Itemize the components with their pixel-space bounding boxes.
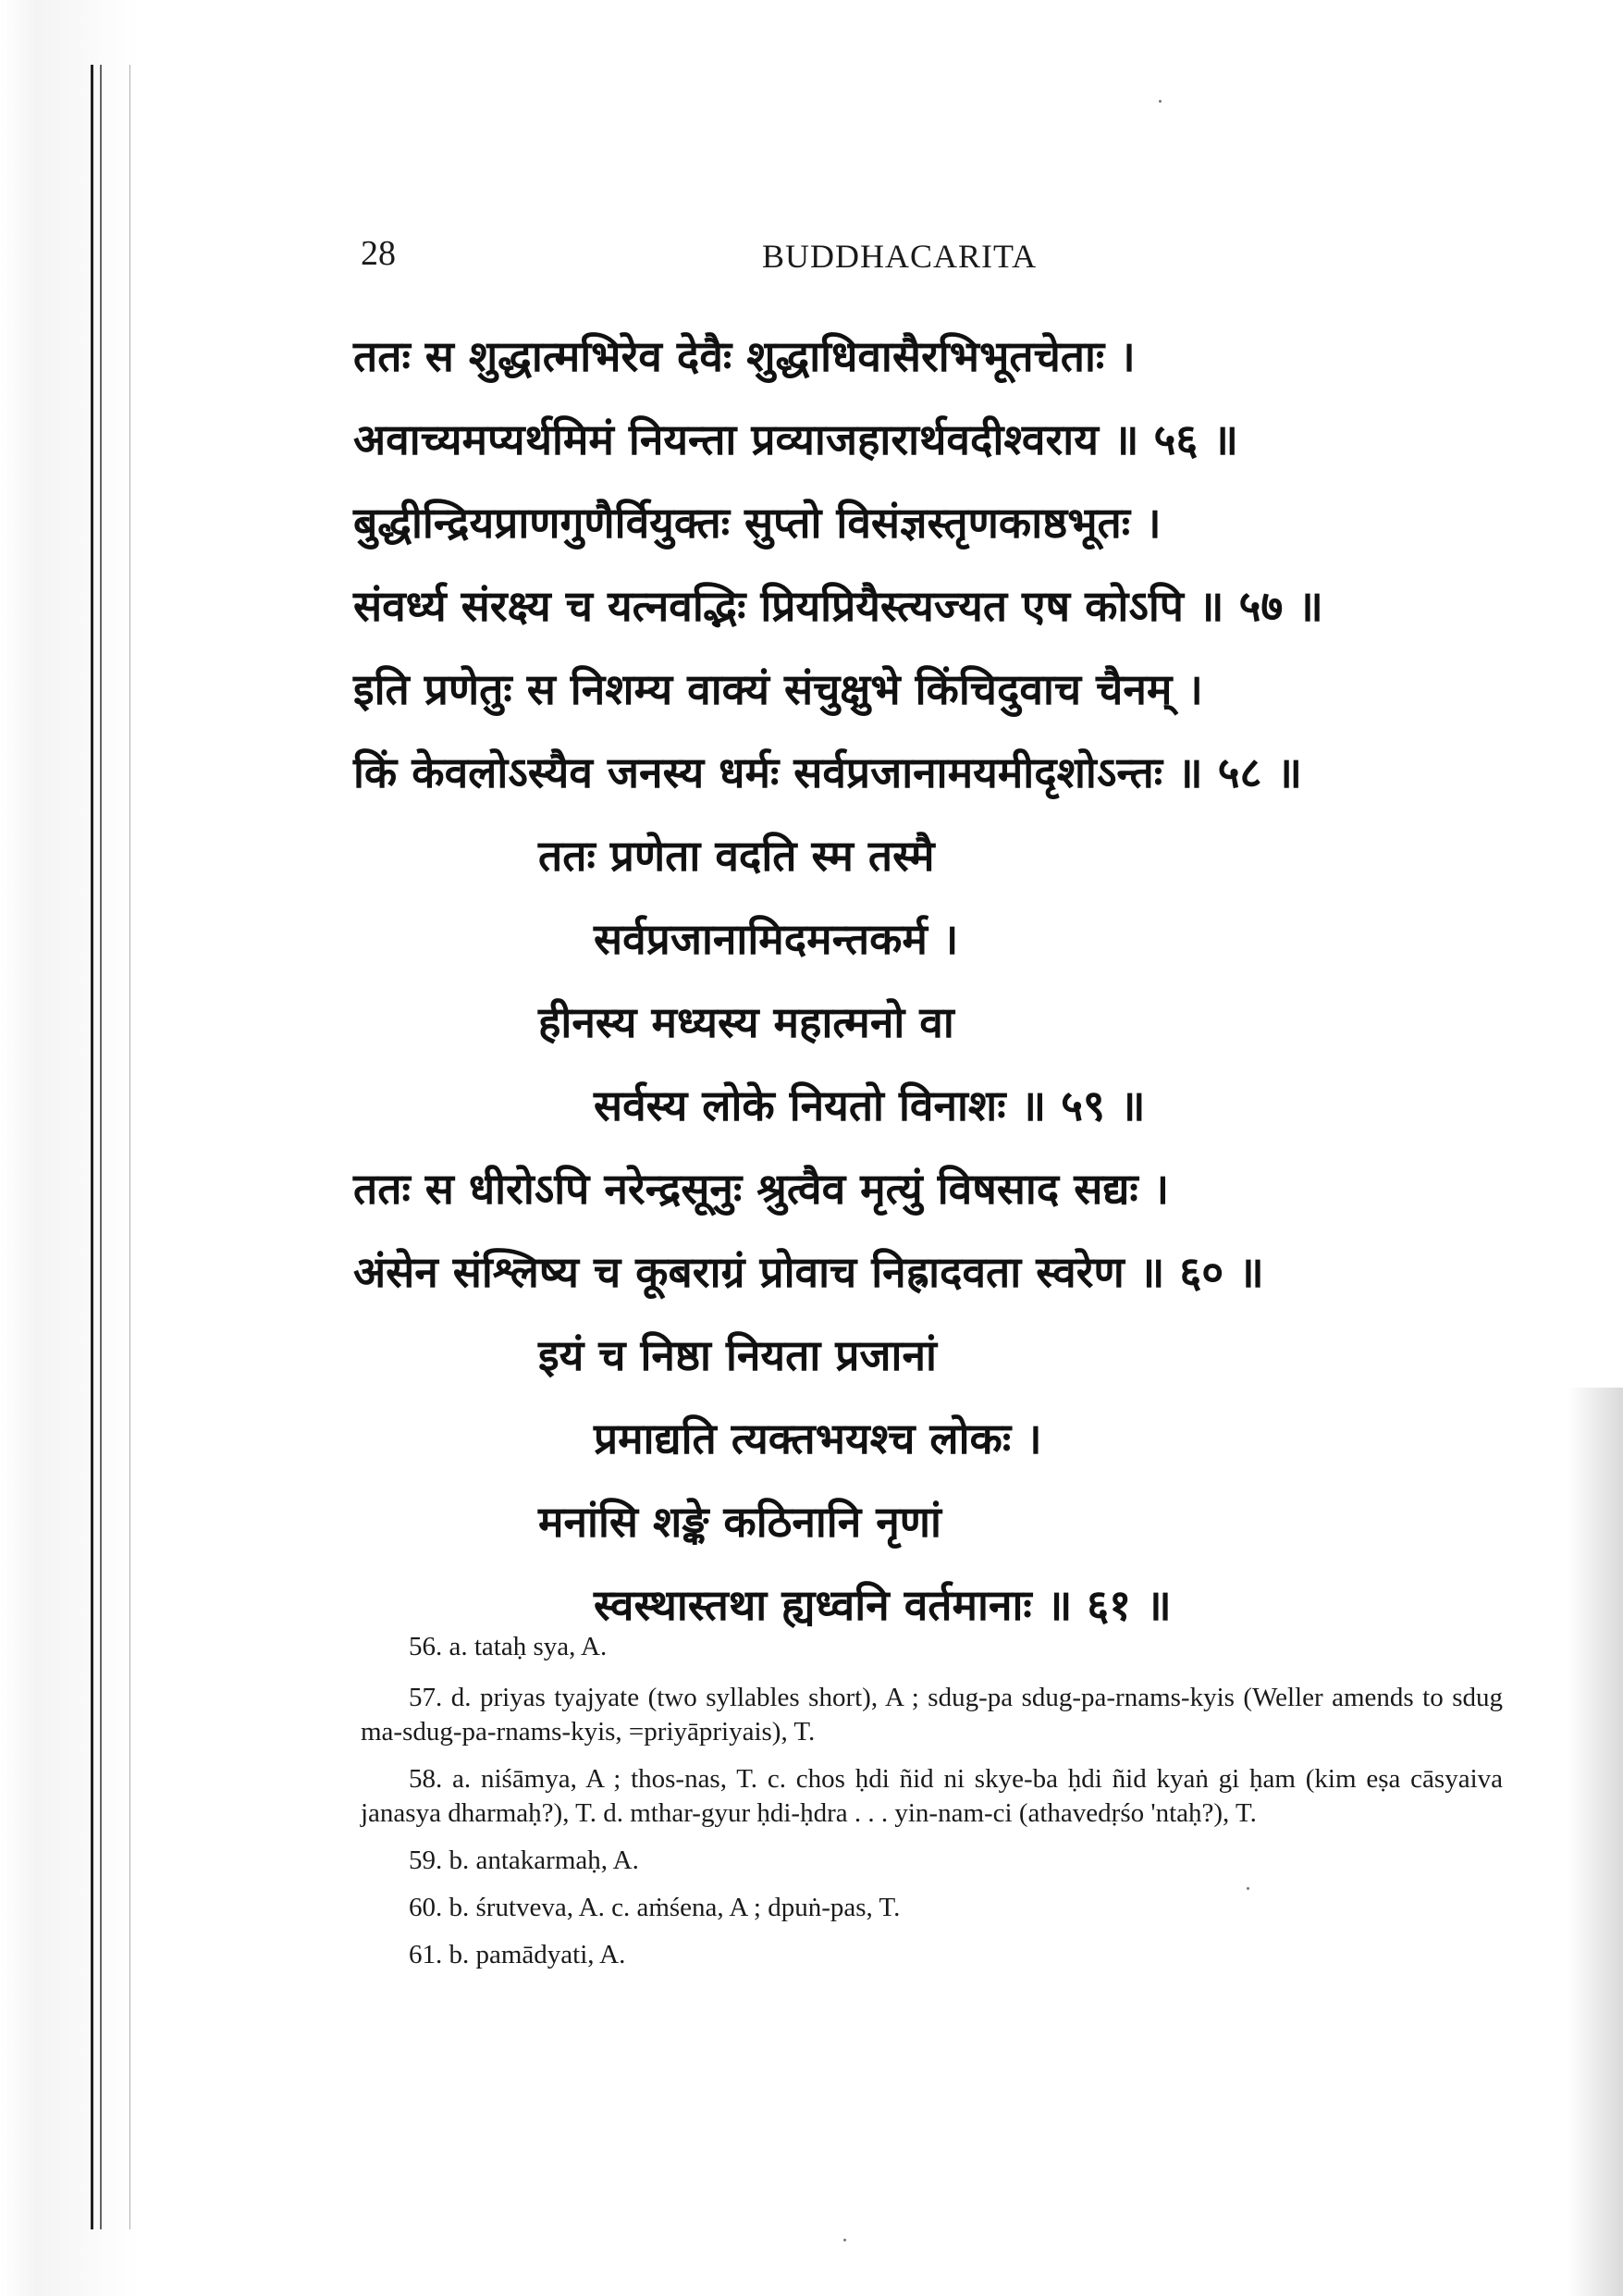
binding-edge-line	[100, 65, 102, 2229]
running-title: BUDDHACARITA	[762, 238, 1038, 275]
scan-speck	[1247, 1887, 1249, 1890]
verse-line: ततः स शुद्धात्मभिरेव देवैः शुद्धाधिवासैरभिभूतचेताः ।	[353, 331, 1136, 381]
footnote: 57. d. priyas tyajyate (two syllables short), A ; sdug-pa sdug-pa-rnams-kyis (Weller amends to sdug ma-sdug-pa-rnams-kyis, =priyāpriyais), T.	[361, 1683, 1503, 1747]
verse-line: बुद्धीन्द्रियप्राणगुणैर्वियुक्तः सुप्तो विसंज्ञस्तृणकाष्ठभूतः ।	[353, 498, 1162, 548]
verse-line: संवर्ध्य संरक्ष्य च यत्नवद्भिः प्रियप्रियैस्त्यज्यत एष कोऽपि ॥ ५७ ॥	[353, 581, 1323, 631]
page-number: 28	[361, 234, 396, 273]
footnote: 60. b. śrutveva, A. c. aṁśena, A ; dpuṅ-pas, T.	[409, 1893, 901, 1922]
verse-line: मनांसि शङ्के कठिनानि नृणां	[538, 1497, 941, 1547]
footnote: 58. a. niśāmya, A ; thos-nas, T. c. chos ḥdi ñid ni skye-ba ḥdi ñid kyaṅ gi ḥam (kim eṣa cāsyaiva janasya dharmaḥ?), T. d. mthar-gyur ḥdi-ḥdra . . . yin-nam-ci (athavedṛśo 'ntaḥ?), T.	[361, 1764, 1503, 1828]
verse-line: इयं च निष्ठा नियता प्रजानां	[538, 1330, 937, 1380]
binding-edge-line	[129, 65, 130, 2229]
verse-line: किं केवलोऽस्यैव जनस्य धर्मः सर्वप्रजानामयमीदृशोऽन्तः ॥ ५८ ॥	[353, 747, 1302, 797]
verse-line: हीनस्य मध्यस्य महात्मनो वा	[538, 997, 954, 1047]
verse-line: अवाच्यमप्यर्थमिमं नियन्ता प्रव्याजहारार्थवदीश्वराय ॥ ५६ ॥	[353, 414, 1238, 464]
verse-line: अंसेन संश्लिष्य च कूबराग्रं प्रोवाच निह्रादवता स्वरेण ॥ ६० ॥	[353, 1247, 1264, 1297]
running-head	[361, 233, 1424, 279]
verse-line: सर्वप्रजानामिदमन्तकर्म ।	[594, 914, 959, 964]
verse-line: स्वस्थास्तथा ह्यध्वनि वर्तमानाः ॥ ६१ ॥	[594, 1580, 1172, 1630]
verse-line: ततः प्रणेता वदति स्म तस्मै	[538, 831, 935, 881]
verse-line: सर्वस्य लोके नियतो विनाशः ॥ ५९ ॥	[594, 1080, 1146, 1130]
scan-speck	[1159, 100, 1162, 103]
scan-speck	[843, 2239, 846, 2241]
verse-line: इति प्रणेतुः स निशम्य वाक्यं संचुक्षुभे किंचिदुवाच चैनम् ।	[353, 664, 1203, 714]
binding-edge-line	[91, 65, 93, 2229]
sanskrit-verses	[353, 315, 1555, 1647]
binding-shadow	[0, 0, 139, 2296]
critical-apparatus	[361, 1630, 1503, 1985]
verse-line: प्रमाद्यति त्यक्तभयश्च लोकः ।	[594, 1413, 1042, 1463]
verse-line: ततः स धीरोऽपि नरेन्द्रसूनुः श्रुत्वैव मृत्युं विषसाद सद्यः ।	[353, 1164, 1170, 1214]
page-edge-shadow	[1568, 1388, 1623, 2296]
footnote: 59. b. antakarmaḥ, A.	[409, 1845, 639, 1875]
footnote: 56. a. tataḥ sya, A.	[409, 1632, 608, 1661]
footnote: 61. b. pamādyati, A.	[409, 1940, 626, 1969]
